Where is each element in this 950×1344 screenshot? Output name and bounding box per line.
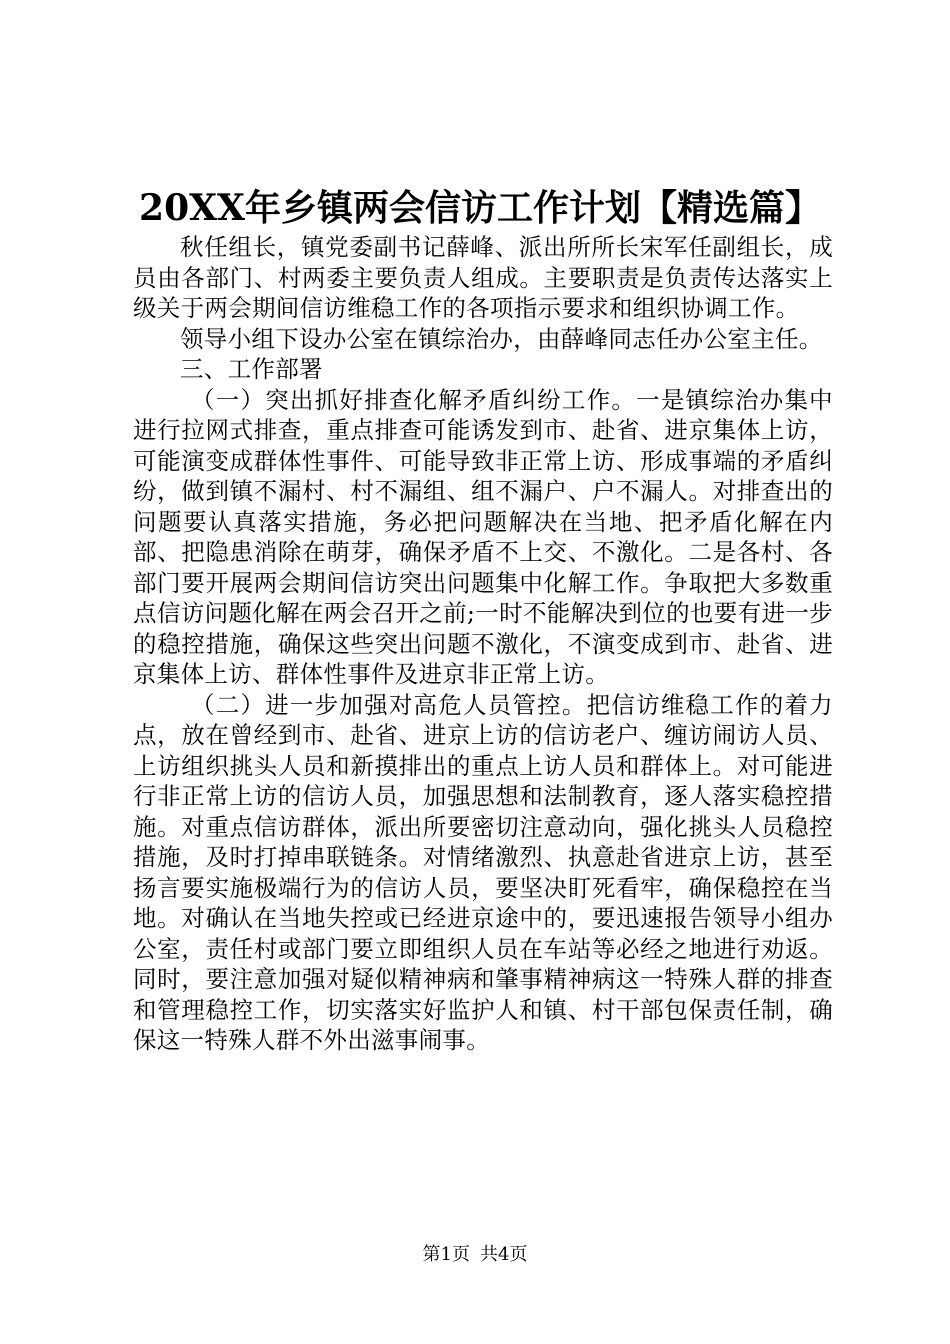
document-body (133, 232, 833, 1056)
document-title: 20XX年乡镇两会信访工作计划【精选篇】 (139, 187, 821, 229)
page-footer (0, 1243, 950, 1267)
page-total: 共4页 (480, 1244, 528, 1265)
paragraph-leadership-group: 秋任组长，镇党委副书记薛峰、派出所所长宋军任副组长，成员由各部门、村两委主要负责人组成。主要职责是负责传达落实上级关于两会期间信访维稳工作的各项指示要求和组织协调工作。 (133, 233, 833, 322)
section-heading-work-arrangement: 三、工作部署 (180, 355, 323, 383)
paragraph-office: 领导小组下设办公室在镇综治办，由薛峰同志任办公室主任。 (180, 324, 823, 353)
paragraph-dispute-screening: （一）突出抓好排查化解矛盾纠纷工作。一是镇综治办集中进行拉网式排查，重点排查可能诱发到市、赴省、进京集体上访，可能演变成群体性事件、可能导致非正常上访、形成事端的矛盾纠纷，做到镇不漏村、村不漏组、组不漏户、户不漏人。对排查出的问题要认真落实措施，务必把问题解决在当地、把矛盾化解在内部、把隐患消除在萌芽，确保矛盾不上交、不激化。二是各村、各部门要开展两会期间信访突出问题集中化解工作。争取把大多数重点信访问题化解在两会召开之前;一时不能解决到位的也要有进一步的稳控措施，确保这些突出问题不激化，不演变成到市、赴省、进京集体上访、群体性事件及进京非正常上访。 (133, 385, 833, 688)
paragraph-high-risk-control: （二）进一步加强对高危人员管控。把信访维稳工作的着力点，放在曾经到市、赴省、进京上访的信访老户、缠访闹访人员、上访组织挑头人员和新摸排出的重点上访人员和群体上。对可能进行非正常上访的信访人员，加强思想和法制教育，逐人落实稳控措施。对重点信访群体，派出所要密切注意动向，强化挑头人员稳控措施，及时打掉串联链条。对情绪激烈、执意赴省进京上访，甚至扬言要实施极端行为的信访人员，要坚决盯死看牢，确保稳控在当地。对确认在当地失控或已经进京途中的，要迅速报告领导小组办公室，责任村或部门要立即组织人员在车站等必经之地进行劝返。同时，要注意加强对疑似精神病和肇事精神病这一特殊人群的排查和管理稳控工作，切实落实好监护人和镇、村干部包保责任制，确保这一特殊人群不外出滋事闹事。 (133, 690, 833, 1054)
page-number: 第1页 (422, 1244, 470, 1265)
